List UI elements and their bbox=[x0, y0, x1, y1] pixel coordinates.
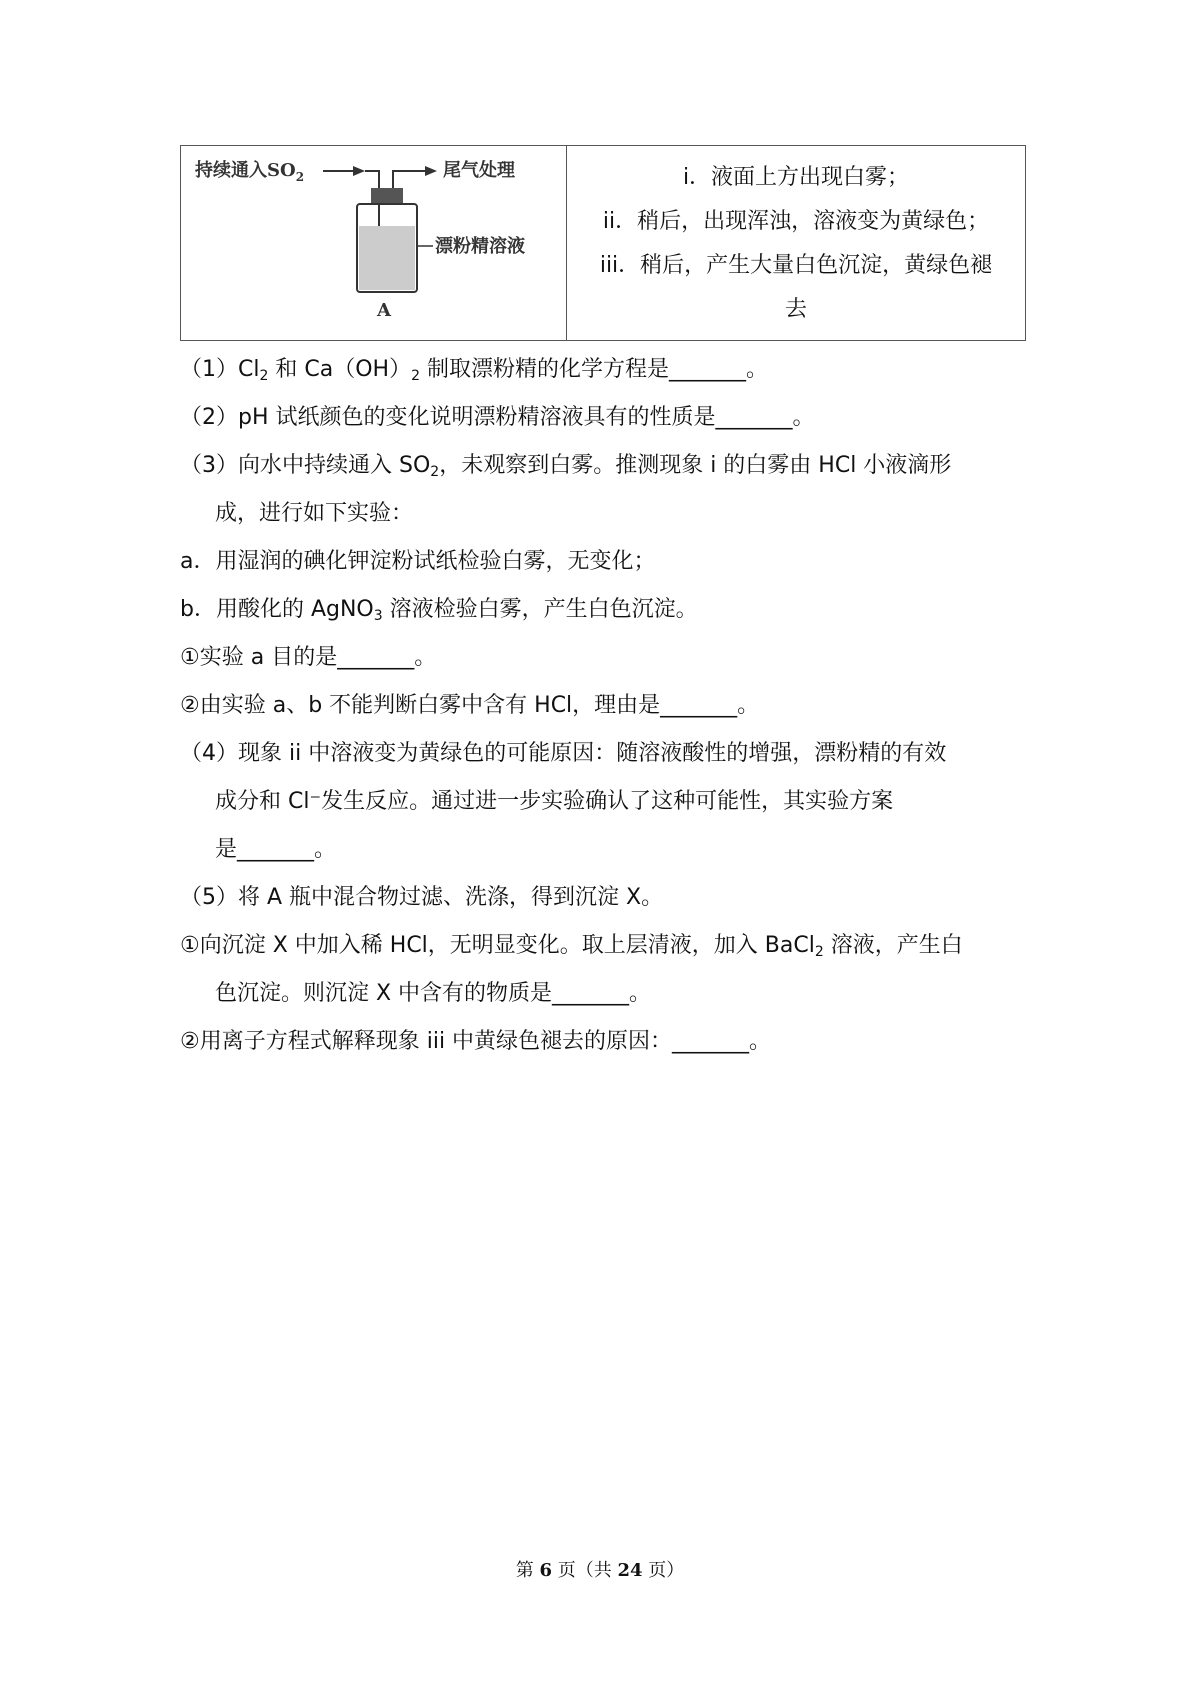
bottle-label: A bbox=[377, 300, 391, 321]
question-5-1: ①向沉淀 X 中加入稀 HCl，无明显变化。取上层清液，加入 BaCl$_2$ 溶液，产生白 bbox=[180, 933, 963, 960]
question-content bbox=[180, 346, 1026, 1066]
question-1: $(1)Cl_2$ 和 $Ca(OH)_2$ 制取漂粉精的化学方程是_______。 bbox=[180, 357, 769, 384]
current-page: 6 bbox=[539, 1560, 552, 1581]
step-b: b．用酸化的 AgNO$_3$ 溶液检验白雾，产生白色沉淀。 bbox=[180, 597, 698, 624]
bottle-stopper bbox=[371, 188, 403, 204]
apparatus-diagram-cell bbox=[181, 146, 567, 340]
bottle-solution bbox=[359, 226, 415, 290]
question-4-l3: 是_______。 bbox=[215, 837, 337, 862]
question-5-2: ②用离子方程式解释现象 iii 中黄绿色褪去的原因：_______。 bbox=[180, 1029, 772, 1054]
solution-label: 漂粉精溶液 bbox=[435, 236, 525, 257]
question-4-l2: 成分和 Cl⁻发生反应。通过进一步实验确认了这种可能性，其实验方案 bbox=[215, 789, 894, 814]
page-footer: 第 6 页（共 24 页） bbox=[515, 1560, 685, 1581]
question-3: （3）向水中持续通入 $SO_2$，未观察到白雾。推测现象 i 的白雾由 HCl 小液滴形 bbox=[180, 453, 952, 480]
inlet-arrowhead bbox=[353, 166, 365, 176]
question-3-1: ①实验 a 目的是_______。 bbox=[180, 645, 437, 670]
observation-ii: ii．稍后，出现浑浊，溶液变为黄绿色； bbox=[602, 209, 990, 234]
question-3-2: ②由实验 a、b 不能判断白雾中含有 HCl，理由是_______。 bbox=[180, 693, 760, 718]
inlet-label: 持续通入$SO_2$ bbox=[195, 160, 305, 184]
observation-iii: iii．稍后，产生大量白色沉淀，黄绿色褪 bbox=[599, 253, 993, 278]
question-5: （5）将 A 瓶中混合物过滤、洗涤，得到沉淀 X。 bbox=[180, 885, 664, 910]
observation-i: i．液面上方出现白雾； bbox=[682, 165, 910, 190]
question-3-cont: 成，进行如下实验： bbox=[215, 501, 414, 526]
apparatus-diagram bbox=[181, 146, 566, 342]
total-pages: 24 bbox=[617, 1560, 643, 1581]
observation-iii-cont: 去 bbox=[784, 297, 807, 322]
experiment-table bbox=[180, 145, 1026, 341]
question-2: （2）pH 试纸颜色的变化说明漂粉精溶液具有的性质是_______。 bbox=[180, 405, 815, 430]
question-4-l1: （4）现象 ii 中溶液变为黄绿色的可能原因：随溶液酸性的增强，漂粉精的有效 bbox=[180, 741, 947, 766]
step-a: a．用湿润的碘化钾淀粉试纸检验白雾，无变化； bbox=[180, 549, 656, 574]
observations-cell bbox=[567, 146, 1025, 340]
outlet-label: 尾气处理 bbox=[443, 160, 515, 181]
outlet-arrowhead bbox=[425, 166, 437, 176]
question-5-1-cont: 色沉淀。则沉淀 X 中含有的物质是_______。 bbox=[215, 981, 652, 1006]
